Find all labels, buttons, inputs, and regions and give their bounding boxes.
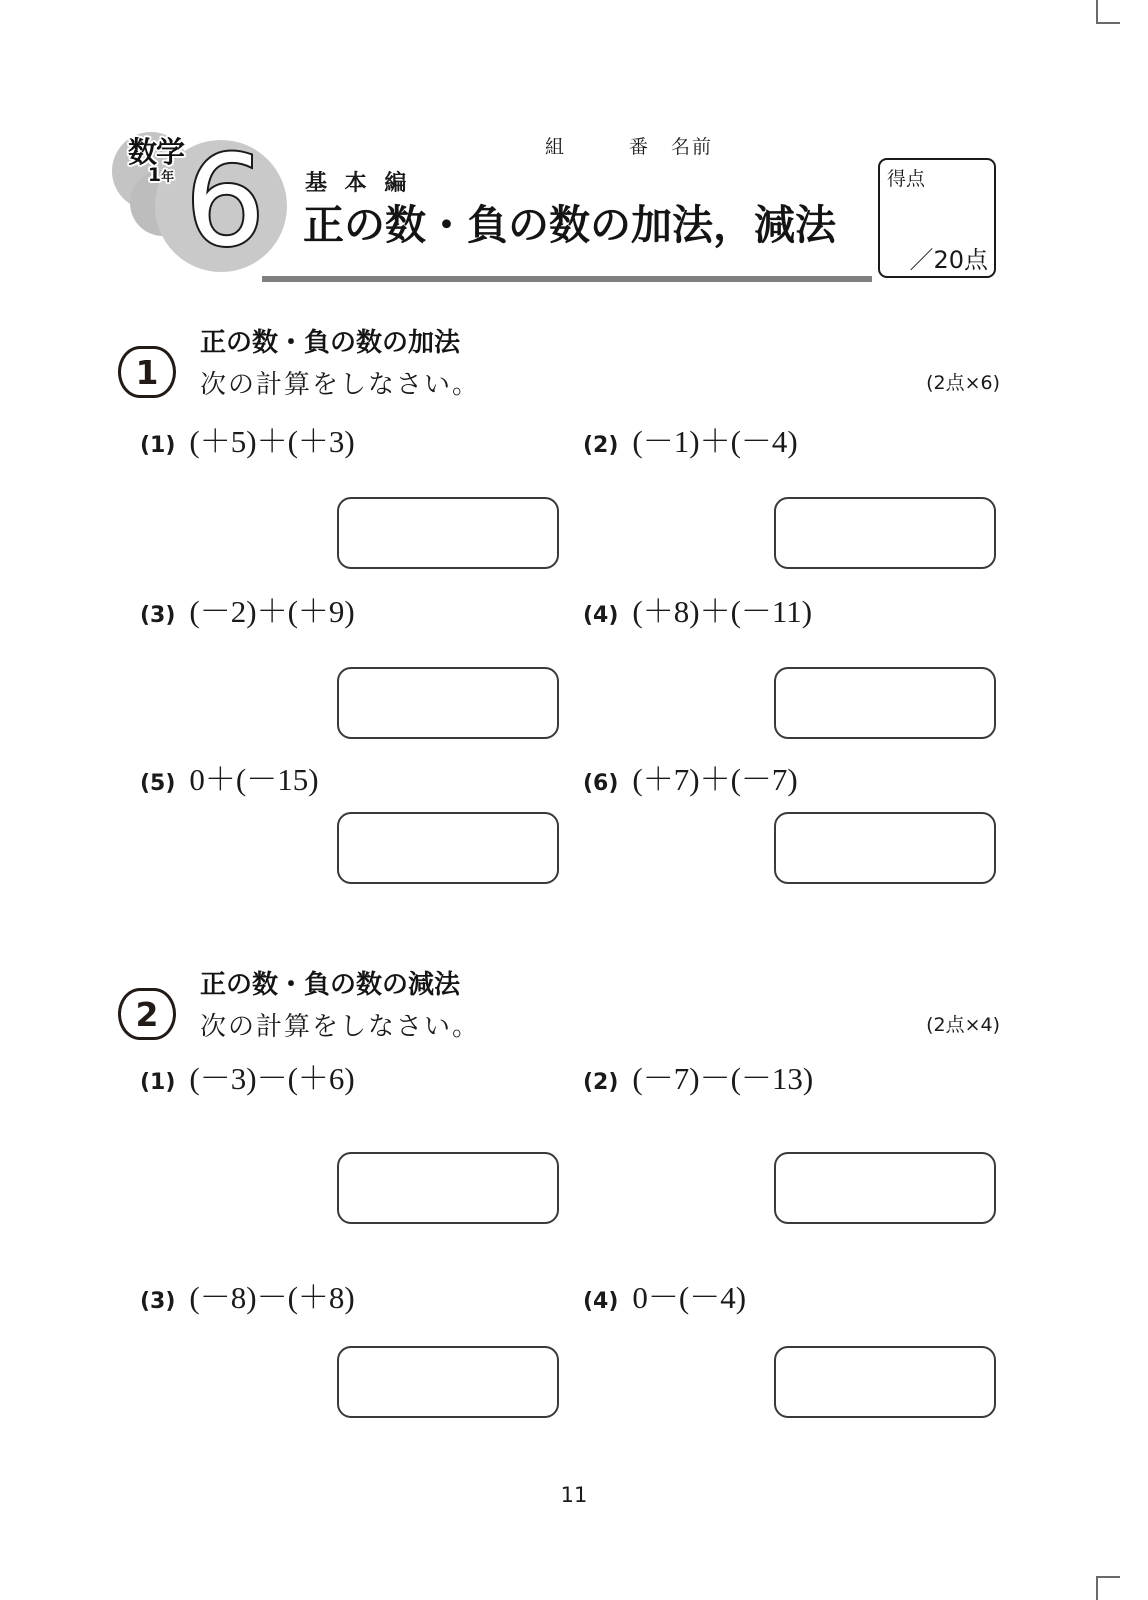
problem-2-1 [140, 1053, 355, 1098]
problem-expression: (－2)＋(＋9) [189, 594, 355, 629]
section-1-number: 1 [118, 346, 176, 398]
problem-1-2 [583, 416, 798, 461]
problem-1-1 [140, 416, 355, 461]
section-1-instruction: 次の計算をしなさい。 [200, 370, 481, 399]
problem-expression: (－3)－(＋6) [189, 1061, 355, 1096]
score-max: ／20点 [909, 246, 988, 274]
name-fields: 組 番 名前 [545, 136, 714, 158]
page-title: 正の数・負の数の加法，減法 [303, 201, 836, 249]
problem-label: (4) [583, 1289, 619, 1314]
score-label: 得点 [887, 168, 926, 190]
problem-label: (5) [140, 771, 176, 796]
subject-badge [100, 130, 300, 285]
page-number: 11 [560, 1483, 588, 1507]
answer-box-2-1[interactable] [337, 1152, 559, 1224]
problem-expression: (－8)－(＋8) [189, 1280, 355, 1315]
problem-expression: (－7)－(－13) [632, 1061, 814, 1096]
problem-2-3 [140, 1272, 355, 1317]
answer-box-1-2[interactable] [774, 497, 996, 569]
subject-label: 数学 [127, 135, 184, 169]
crop-mark-bottom-right [1096, 1576, 1120, 1600]
section-2-number: 2 [118, 988, 176, 1040]
problem-2-4 [583, 1272, 746, 1317]
sheet-number: 6 [185, 129, 265, 274]
problem-label: (1) [140, 433, 176, 458]
problem-1-6 [583, 754, 798, 799]
section-1-points: (2点×6) [926, 372, 1000, 394]
answer-box-1-3[interactable] [337, 667, 559, 739]
section-2-instruction: 次の計算をしなさい。 [200, 1012, 481, 1041]
answer-box-2-2[interactable] [774, 1152, 996, 1224]
score-box[interactable] [878, 158, 996, 278]
section-2-points: (2点×4) [926, 1014, 1000, 1036]
problem-1-5 [140, 754, 319, 799]
problem-2-2 [583, 1053, 813, 1098]
problem-1-4 [583, 586, 812, 631]
answer-box-1-1[interactable] [337, 497, 559, 569]
section-2-title: 正の数・負の数の減法 [200, 970, 461, 1000]
problem-expression: (＋7)＋(－7) [632, 762, 798, 797]
answer-box-1-6[interactable] [774, 812, 996, 884]
answer-box-2-3[interactable] [337, 1346, 559, 1418]
problem-label: (4) [583, 603, 619, 628]
problem-label: (6) [583, 771, 619, 796]
grade-number: 1 [147, 164, 162, 186]
problem-expression: (＋5)＋(＋3) [189, 424, 355, 459]
answer-box-1-4[interactable] [774, 667, 996, 739]
header-divider [262, 276, 872, 282]
grade-unit: 年 [161, 170, 175, 185]
problem-label: (2) [583, 433, 619, 458]
answer-box-1-5[interactable] [337, 812, 559, 884]
worksheet-header [0, 0, 1148, 300]
problem-label: (3) [140, 603, 176, 628]
problem-expression: 0＋(－15) [189, 762, 319, 797]
series-label: 基 本 編 [305, 171, 412, 196]
problem-label: (1) [140, 1070, 176, 1095]
problem-expression: (－1)＋(－4) [632, 424, 798, 459]
problem-expression: 0－(－4) [632, 1280, 747, 1315]
problem-expression: (＋8)＋(－11) [632, 594, 813, 629]
problem-label: (3) [140, 1289, 176, 1314]
problem-label: (2) [583, 1070, 619, 1095]
problem-1-3 [140, 586, 355, 631]
answer-box-2-4[interactable] [774, 1346, 996, 1418]
section-1-title: 正の数・負の数の加法 [200, 328, 461, 358]
